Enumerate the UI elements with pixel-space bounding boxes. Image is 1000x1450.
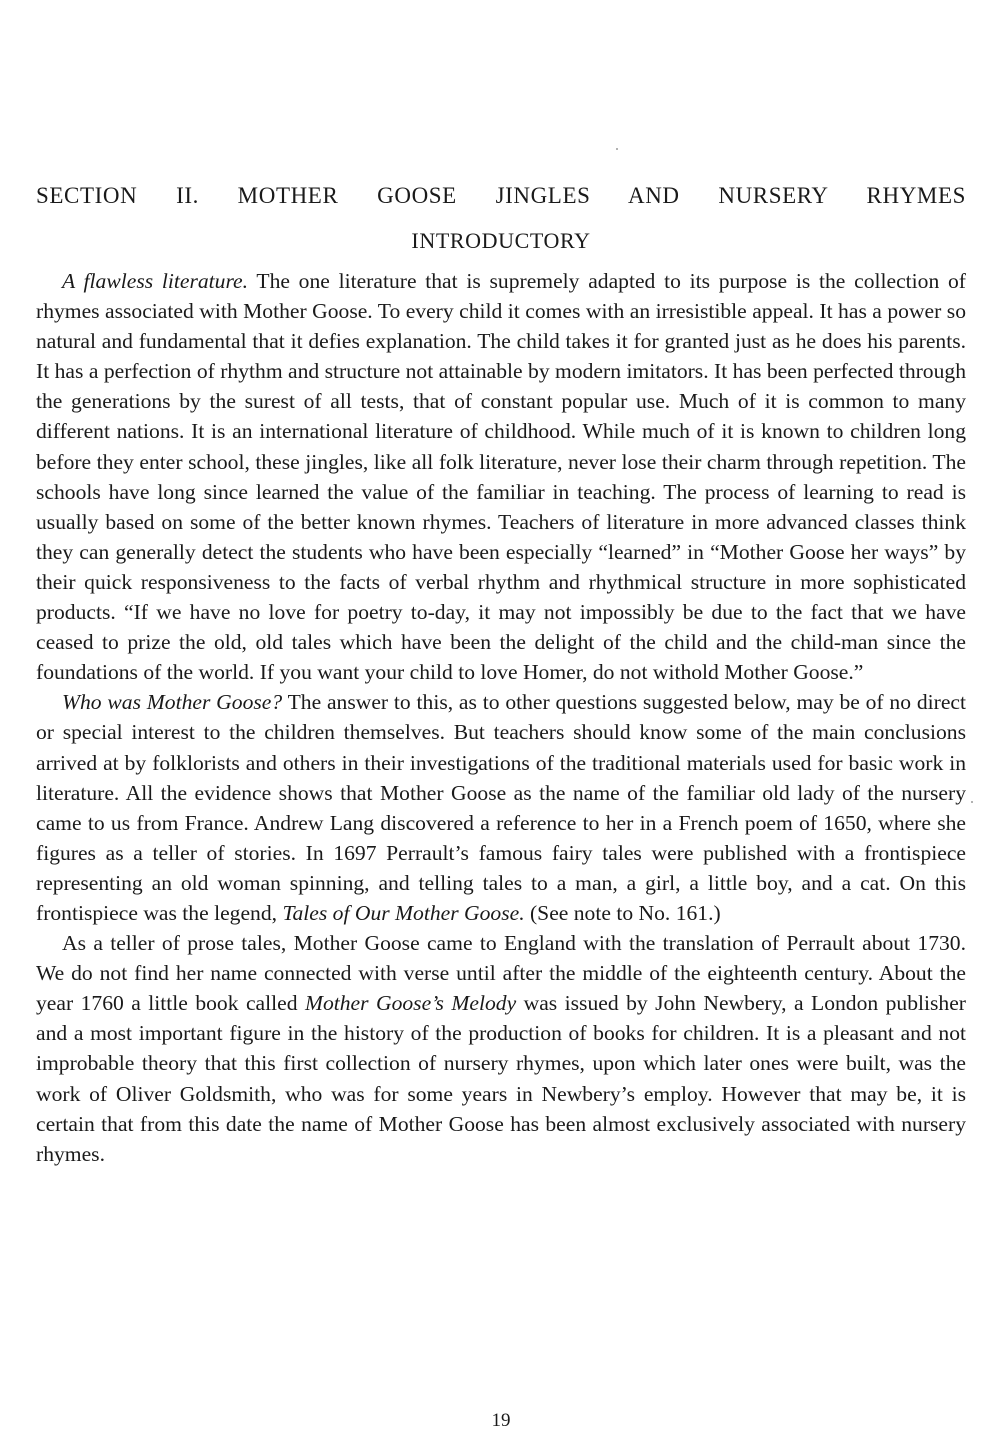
paragraph-who-was-mother-goose: [36, 687, 966, 928]
paragraph-teller-of-prose-tales: [36, 928, 966, 1169]
page-number: 19: [491, 1410, 511, 1431]
paper-speck: [616, 148, 618, 150]
paragraph-lead: Who was Mother Goose?: [62, 690, 283, 715]
book-title-italic: Mother Goose’s Melody: [304, 991, 517, 1016]
subheading: INTRODUCTORY: [411, 228, 591, 253]
paragraph-lead: A flawless literature.: [62, 269, 249, 293]
paragraph-text: The one literature that is supremely adapted to its purpose is the collection of rhymes associated with Mother Goose. To every child it comes with an irresistible appeal. It has a power so natural and fundamental that it defies explanation. The child takes it for granted just as he does his parents. It has a perfection of rhythm and structure not attainable by modern imitators. It has been perfected through the generations by the surest of all tests, that of constant popular use. Much of it is common to many different nations. It is an international literature of childhood. While much of it is known to children long before they enter school, these jingles, like all folk literature, never lose their charm through repetition. The schools have long since learned the value of the familiar in teaching. The process of learning to read is usually based on some of the better known rhymes. Teachers of literature in more advanced classes think they can generally detect the students who have been especially “learned” in “Mother Goose her ways” by their quick responsiveness to the facts of verbal rhythm and rhythmical structure in more sophisticated products. “If we have no love for poetry to-day, it may not impossibly be due to the fact that we have ceased to prize the old, old tales which have been the delight of the child and the child-man since the foundations of the world. If you want your child to love Homer, do not withold Mother Goose.”: [36, 269, 966, 685]
book-page: [36, 0, 966, 1450]
paragraph-text: (See note to No. 161.): [524, 900, 721, 925]
section-heading: SECTION II. MOTHER GOOSE JINGLES AND NURSERY RHYMES: [36, 183, 966, 208]
body-text: [36, 266, 966, 1169]
paper-speck: [971, 801, 973, 803]
paragraph-text: As a teller of prose tales, Mother Goose came to England with the translation of Perrault about 1730. We do not find her name connected with verse until after the middle of the eighteenth century. About the year 1760 a little book called: [36, 931, 966, 1016]
paragraph-text: The answer to this, as to other questions suggested below, may be of no direct or special interest to the children themselves. But teachers should know some of the main conclusions arrived at by folklorists and others in their investigations of the traditional materials used for basic work in literature. All the evidence shows that Mother Goose as the name of the familiar old lady of the nursery came to us from France. Andrew Lang discovered a reference to her in a French poem of 1650, where she figures as a teller of stories. In 1697 Perrault’s famous fairy tales were published with a frontispiece representing an old woman spinning, and telling tales to a man, a girl, a little boy, and a cat. On this frontispiece was the legend,: [36, 690, 966, 925]
paragraph-text: was issued by John Newbery, a London publisher and a most important figure in the history of the production of books for children. It is a pleasant and not improbable theory that this first collection of nursery rhymes, upon which later ones were built, was the work of Oliver Goldsmith, who was for some years in Newbery’s employ. However that may be, it is certain that from this date the name of Mother Goose has been almost exclusively associated with nursery rhymes.: [36, 991, 966, 1166]
paragraph-flawless-literature: [36, 266, 966, 687]
book-title-italic: Tales of Our Mother Goose.: [282, 900, 525, 925]
